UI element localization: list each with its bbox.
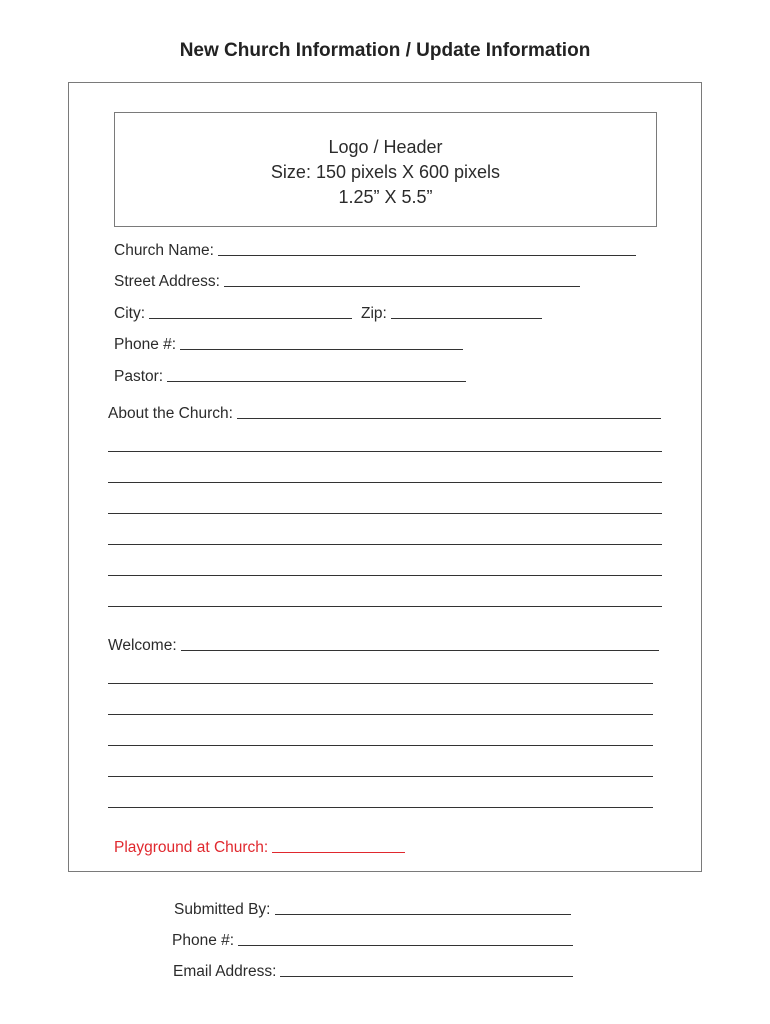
phone-field[interactable] (114, 332, 463, 354)
street-address-label: Street Address: (114, 273, 220, 290)
pastor-label: Pastor: (114, 368, 164, 385)
about-church-blank-line[interactable] (108, 575, 662, 576)
playground-label: Playground at Church: (114, 839, 269, 856)
welcome-blank-line[interactable] (108, 807, 653, 808)
about-church-blank-line[interactable] (108, 513, 662, 514)
logo-box-label: Logo / Header (328, 137, 443, 157)
welcome-field[interactable] (108, 633, 659, 655)
about-church-field[interactable] (108, 401, 661, 423)
zip-label: Zip: (361, 305, 387, 322)
about-church-blank-line[interactable] (108, 482, 662, 483)
church-name-field[interactable] (114, 238, 636, 260)
pastor-field[interactable] (114, 364, 466, 386)
about-church-line[interactable] (237, 418, 661, 419)
city-line[interactable] (149, 318, 352, 319)
welcome-blank-line[interactable] (108, 714, 653, 715)
submitted-by-label: Submitted By: (174, 901, 271, 918)
phone-line[interactable] (180, 349, 463, 350)
welcome-label: Welcome: (108, 637, 177, 654)
pastor-line[interactable] (167, 381, 466, 382)
city-field[interactable] (114, 301, 352, 323)
playground-line[interactable] (272, 852, 405, 853)
submitter-phone-field[interactable] (172, 928, 573, 950)
email-address-field[interactable] (173, 959, 573, 981)
welcome-blank-line[interactable] (108, 776, 653, 777)
submitter-phone-label: Phone #: (172, 932, 235, 949)
city-label: City: (114, 305, 145, 322)
zip-field[interactable] (361, 301, 542, 323)
logo-header-placeholder (114, 112, 657, 227)
phone-label: Phone #: (114, 336, 177, 353)
street-address-line[interactable] (224, 286, 580, 287)
email-address-label: Email Address: (173, 963, 277, 980)
submitted-by-line[interactable] (275, 914, 572, 915)
about-church-blank-line[interactable] (108, 606, 662, 607)
street-address-field[interactable] (114, 269, 580, 291)
welcome-blank-line[interactable] (108, 683, 653, 684)
submitted-by-field[interactable] (174, 897, 571, 919)
church-name-label: Church Name: (114, 242, 214, 259)
logo-box-size-inches: 1.25” X 5.5” (338, 187, 433, 207)
zip-line[interactable] (391, 318, 542, 319)
about-church-blank-line[interactable] (108, 544, 662, 545)
email-address-line[interactable] (280, 976, 573, 977)
form-title: New Church Information / Update Information (179, 40, 591, 61)
church-name-line[interactable] (218, 255, 636, 256)
welcome-blank-line[interactable] (108, 745, 653, 746)
playground-field[interactable] (114, 835, 405, 857)
logo-box-size-pixels: Size: 150 pixels X 600 pixels (270, 162, 501, 182)
about-church-blank-line[interactable] (108, 451, 662, 452)
about-church-label: About the Church: (108, 405, 233, 422)
welcome-line[interactable] (181, 650, 659, 651)
submitter-phone-line[interactable] (238, 945, 573, 946)
